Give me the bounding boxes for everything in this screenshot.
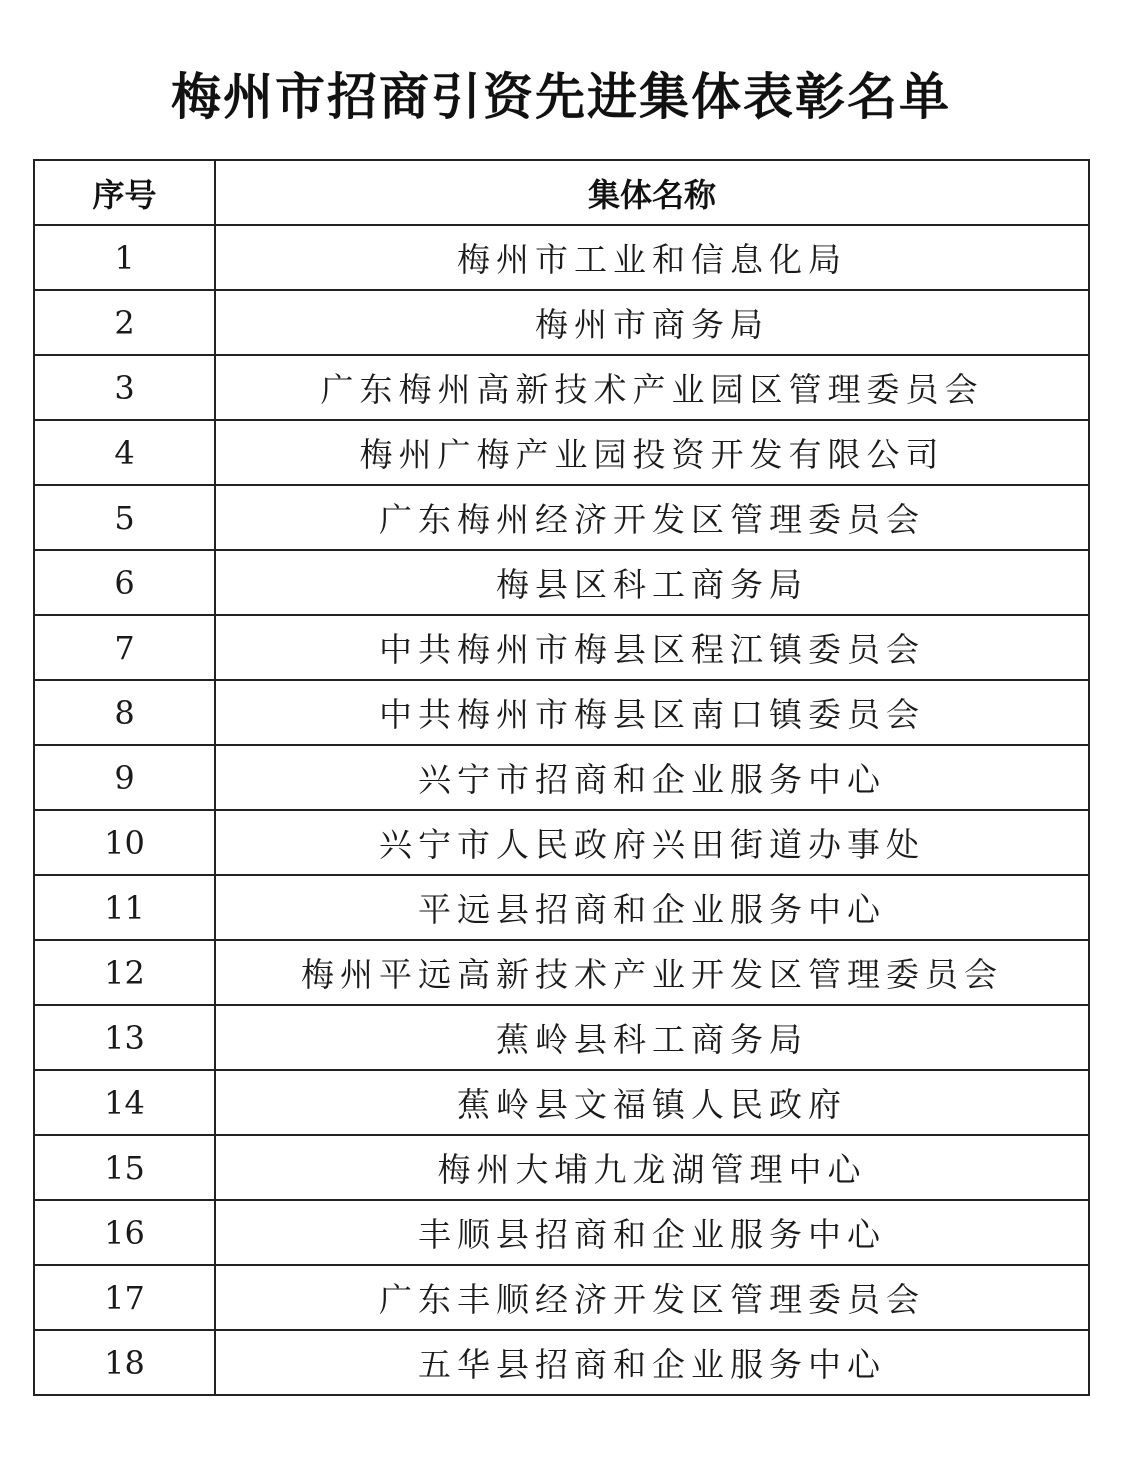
row-name: 五华县招商和企业服务中心 — [215, 1330, 1089, 1395]
row-number: 12 — [34, 940, 215, 1005]
table-row — [34, 485, 1089, 550]
row-number: 9 — [34, 745, 215, 810]
row-number: 5 — [34, 485, 215, 550]
row-name: 梅县区科工商务局 — [215, 550, 1089, 615]
row-name: 中共梅州市梅县区程江镇委员会 — [215, 615, 1089, 680]
table-row — [34, 875, 1089, 940]
row-name: 梅州大埔九龙湖管理中心 — [215, 1135, 1089, 1200]
row-name: 蕉岭县科工商务局 — [215, 1005, 1089, 1070]
row-name: 广东梅州经济开发区管理委员会 — [215, 485, 1089, 550]
row-number: 3 — [34, 355, 215, 420]
row-number: 2 — [34, 290, 215, 355]
row-number: 14 — [34, 1070, 215, 1135]
row-number: 16 — [34, 1200, 215, 1265]
row-name: 丰顺县招商和企业服务中心 — [215, 1200, 1089, 1265]
row-name: 平远县招商和企业服务中心 — [215, 875, 1089, 940]
table-row — [34, 1070, 1089, 1135]
table-row — [34, 1330, 1089, 1395]
row-number: 11 — [34, 875, 215, 940]
table-row — [34, 1005, 1089, 1070]
table-header-row — [34, 160, 1089, 225]
table-row — [34, 810, 1089, 875]
header-name: 集体名称 — [215, 160, 1089, 225]
row-number: 4 — [34, 420, 215, 485]
row-number: 10 — [34, 810, 215, 875]
row-name: 兴宁市人民政府兴田街道办事处 — [215, 810, 1089, 875]
row-number: 1 — [34, 225, 215, 290]
row-name: 中共梅州市梅县区南口镇委员会 — [215, 680, 1089, 745]
table-row — [34, 1135, 1089, 1200]
row-name: 蕉岭县文福镇人民政府 — [215, 1070, 1089, 1135]
row-number: 17 — [34, 1265, 215, 1330]
row-number: 13 — [34, 1005, 215, 1070]
table-row — [34, 745, 1089, 810]
row-name: 梅州平远高新技术产业开发区管理委员会 — [215, 940, 1089, 1005]
row-name: 广东丰顺经济开发区管理委员会 — [215, 1265, 1089, 1330]
table-row — [34, 940, 1089, 1005]
document-title: 梅州市招商引资先进集体表彰名单 — [171, 68, 951, 126]
table-row — [34, 550, 1089, 615]
header-number: 序号 — [34, 160, 215, 225]
row-name: 梅州市商务局 — [215, 290, 1089, 355]
row-name: 广东梅州高新技术产业园区管理委员会 — [215, 355, 1089, 420]
row-number: 18 — [34, 1330, 215, 1395]
row-name: 梅州广梅产业园投资开发有限公司 — [215, 420, 1089, 485]
table-row — [34, 225, 1089, 290]
table-row — [34, 420, 1089, 485]
row-number: 7 — [34, 615, 215, 680]
table-row — [34, 355, 1089, 420]
table-row — [34, 290, 1089, 355]
row-number: 6 — [34, 550, 215, 615]
row-number: 8 — [34, 680, 215, 745]
table-row — [34, 1265, 1089, 1330]
row-number: 15 — [34, 1135, 215, 1200]
table-row — [34, 1200, 1089, 1265]
table-row — [34, 615, 1089, 680]
table-row — [34, 680, 1089, 745]
row-name: 兴宁市招商和企业服务中心 — [215, 745, 1089, 810]
honor-list-table — [33, 159, 1090, 1396]
row-name: 梅州市工业和信息化局 — [215, 225, 1089, 290]
